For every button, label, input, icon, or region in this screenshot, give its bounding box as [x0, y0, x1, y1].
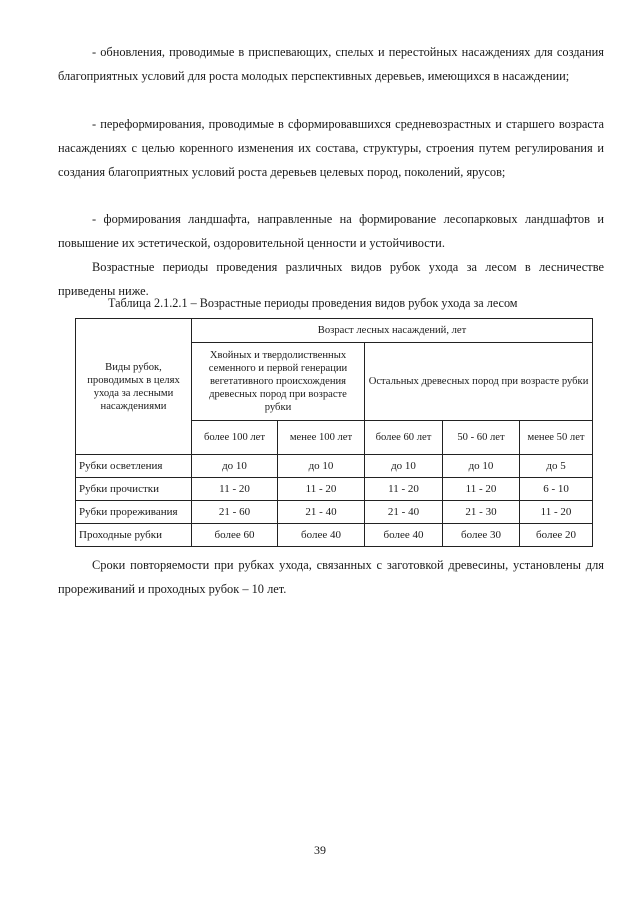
subheader-cell: менее 100 лет	[278, 421, 365, 455]
table-cell: до 10	[443, 455, 520, 478]
table-row	[76, 501, 593, 524]
header-felling-types: Виды рубок, проводимых в целях ухода за лесными насаждениями	[76, 319, 192, 455]
table-cell: 21 - 30	[443, 501, 520, 524]
table-cell: более 40	[365, 524, 443, 547]
table-cell: 11 - 20	[443, 478, 520, 501]
subheader-cell: 50 - 60 лет	[443, 421, 520, 455]
paragraph-renewal-text: - обновления, проводимые в приспевающих, спелых и перестойных насаждениях для создания благоприятных условий для роста молодых перспективных деревьев, имеющихся в насаждении;	[58, 45, 604, 83]
table-row	[76, 455, 593, 478]
table-cell: 21 - 60	[192, 501, 278, 524]
table-cell: 11 - 20	[192, 478, 278, 501]
table-cell: более 40	[278, 524, 365, 547]
subheader-cell: менее 50 лет	[520, 421, 593, 455]
table-cell: до 5	[520, 455, 593, 478]
table-cell: 11 - 20	[365, 478, 443, 501]
table-row	[76, 478, 593, 501]
paragraph-repeat-periods-text: Сроки повторяемости при рубках ухода, связанных с заготовкой древесины, установлены для прореживаний и проходных рубок – 10 лет.	[58, 558, 604, 596]
table-caption: Таблица 2.1.2.1 – Возрастные периоды проведения видов рубок ухода за лесом	[108, 296, 518, 310]
row-label: Рубки прочистки	[76, 478, 192, 501]
paragraph-reformation	[58, 112, 604, 184]
page-number: 39	[314, 843, 326, 857]
table-cell: более 20	[520, 524, 593, 547]
row-label: Рубки прореживания	[76, 501, 192, 524]
row-label: Проходные рубки	[76, 524, 192, 547]
table-cell: 21 - 40	[278, 501, 365, 524]
paragraph-repeat-periods	[58, 553, 604, 601]
table-cell: до 10	[192, 455, 278, 478]
table-cell: 11 - 20	[278, 478, 365, 501]
table-cell: более 30	[443, 524, 520, 547]
paragraph-reformation-text: - переформирования, проводимые в сформировавшихся средневозрастных и старшего возраста насаждениях с целью коренного изменения их состава, структуры, строения путем регулирования и создания благоприятных условий роста деревьев целевых пород, поколений, ярусов;	[58, 117, 604, 179]
header-conifer-group: Хвойных и твердолиственных семенного и первой генерации вегетативного происхождения древесных пород при возрасте рубки	[192, 343, 365, 421]
table-cell: 6 - 10	[520, 478, 593, 501]
subheader-cell: более 100 лет	[192, 421, 278, 455]
felling-age-table	[75, 318, 593, 547]
table-cell: до 10	[365, 455, 443, 478]
table-cell: более 60	[192, 524, 278, 547]
table-cell: до 10	[278, 455, 365, 478]
table-cell: 11 - 20	[520, 501, 593, 524]
paragraph-landscape-text: - формирования ландшафта, направленные на формирование лесопарковых ландшафтов и повышение их эстетической, оздоровительной ценности и устойчивости.	[58, 212, 604, 250]
header-other-species-group: Остальных древесных пород при возрасте рубки	[365, 343, 593, 421]
table-row	[76, 524, 593, 547]
row-label: Рубки осветления	[76, 455, 192, 478]
subheader-cell: более 60 лет	[365, 421, 443, 455]
paragraph-landscape	[58, 207, 604, 255]
paragraph-intro-table-text: Возрастные периоды проведения различных видов рубок ухода за лесом в лесничестве приведены ниже.	[58, 260, 604, 298]
paragraph-renewal	[58, 40, 604, 88]
header-forest-age: Возраст лесных насаждений, лет	[192, 319, 593, 343]
table-cell: 21 - 40	[365, 501, 443, 524]
